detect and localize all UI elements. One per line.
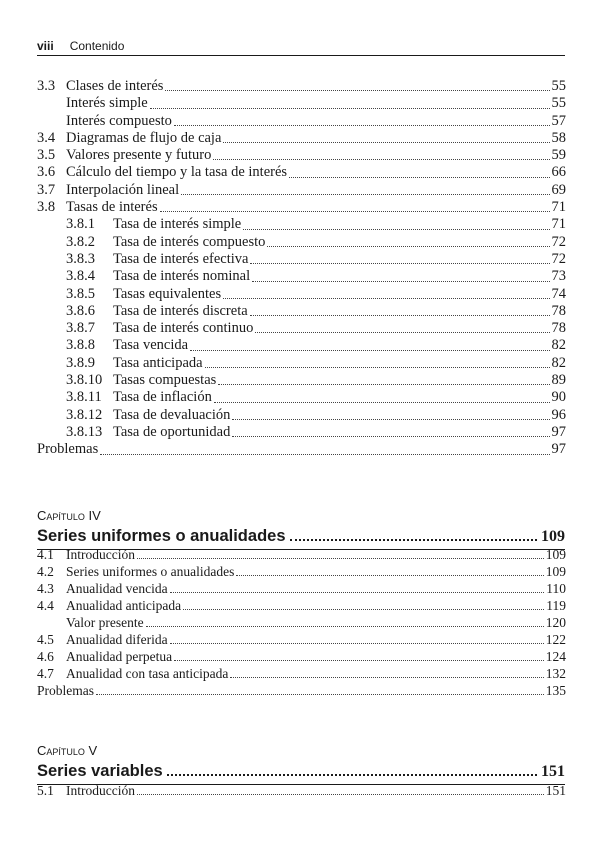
chapter-5-label: Capítulo V [37,743,98,758]
leader-dots [183,609,544,610]
toc-entry[interactable] [37,563,566,580]
page-number: viii [37,39,54,53]
toc-chapter-4 [37,546,566,699]
leader-dots [223,142,549,143]
section-number: 5.1 [37,783,54,798]
page-number: 109 [545,547,566,562]
leader-dots [250,315,550,316]
page-number: 55 [551,95,566,112]
page-number: 69 [551,181,566,198]
section-number: 3.6 [37,164,56,181]
entry-title: Anualidad perpetua [66,649,173,664]
leader-dots [236,575,543,576]
toc-entry[interactable] [37,389,566,406]
toc-entry[interactable] [37,182,566,199]
entry-title: Valores presente y futuro [66,147,212,164]
entry-title: Tasa de inflación [113,389,212,406]
toc-section-3 [37,78,566,459]
leader-dots [181,194,549,195]
toc-entry[interactable] [37,199,566,216]
chapter-4-label: Capítulo IV [37,508,101,523]
entry-title: Tasas compuestas [113,372,217,389]
section-number: 3.8.11 [66,389,102,406]
page-number: 109 [545,564,566,579]
page-number: 78 [551,302,566,319]
entry-title: Anualidad diferida [66,632,168,647]
entry-title: Cálculo del tiempo y la tasa de interés [66,164,288,181]
entry-title: Tasa de oportunidad [113,423,231,440]
leader-dots [190,350,549,351]
section-number: 3.8.2 [66,233,95,250]
section-number: 3.8.6 [66,302,95,319]
leader-dots [100,454,549,455]
section-number: 3.4 [37,129,56,146]
leader-dots [290,539,538,541]
toc-entry[interactable] [37,407,566,424]
leader-dots [230,677,543,678]
page-number: 132 [545,666,566,681]
toc-entry[interactable] [37,320,566,337]
entry-title: Introducción [66,547,135,562]
toc-entry[interactable] [37,546,566,563]
leader-dots [267,246,549,247]
section-number: 3.8.3 [66,250,95,267]
leader-dots [232,436,549,437]
page-number: 110 [546,581,566,596]
page-number: 57 [551,112,566,129]
page-number: 90 [551,389,566,406]
entry-title: Tasa de interés efectiva [113,250,249,267]
page-number: 89 [551,372,566,389]
leader-dots [213,159,549,160]
toc-entry[interactable] [37,580,566,597]
leader-dots [160,211,550,212]
toc-entry[interactable] [37,303,566,320]
chapter-page: 151 [541,763,565,780]
page-number: 82 [551,354,566,371]
entry-title: Anualidad anticipada [66,598,182,613]
entry-title: Problemas [37,441,99,458]
section-number: 3.7 [37,181,56,198]
toc-chapter-5 [37,782,566,799]
toc-entry[interactable] [37,355,566,372]
toc-entry[interactable] [37,424,566,441]
leader-dots [174,660,544,661]
section-number: 3.8.13 [66,423,103,440]
leader-dots [165,90,549,91]
page-number: 58 [551,129,566,146]
page-number: 122 [545,632,566,647]
entry-title: Problemas [37,683,94,698]
entry-title: Tasa de interés discreta [113,302,248,319]
toc-entry[interactable] [37,95,566,112]
section-number: 3.8.10 [66,372,103,389]
page-number: 72 [551,250,566,267]
page-number: 78 [551,320,566,337]
entry-title: Tasa anticipada [113,354,203,371]
section-number: 4.6 [37,649,54,664]
page-number: 59 [551,147,566,164]
toc-entry[interactable] [37,113,566,130]
entry-title: Valor presente [66,615,144,630]
toc-entry[interactable] [37,441,566,458]
toc-entry[interactable] [37,147,566,164]
toc-entry[interactable] [37,286,566,303]
toc-entry[interactable] [37,614,566,631]
section-number: 4.5 [37,632,54,647]
leader-dots [255,332,549,333]
entry-title: Diagramas de flujo de caja [66,129,222,146]
page-number: 66 [551,164,566,181]
toc-entry[interactable] [37,665,566,682]
entry-title: Series uniformes o anualidades [66,564,235,579]
toc-entry[interactable] [37,782,566,799]
toc-entry[interactable] [37,164,566,181]
leader-dots [232,419,549,420]
toc-entry[interactable] [37,682,566,699]
toc-entry[interactable] [37,631,566,648]
page-number: 97 [551,441,566,458]
chapter-page: 109 [541,528,565,545]
page-number: 74 [551,285,566,302]
leader-dots [243,229,549,230]
page-number: 55 [551,78,566,94]
entry-title: Tasas de interés [66,199,158,216]
section-number: 3.8.12 [66,406,103,423]
section-number: 3.8.5 [66,285,95,302]
leader-dots [214,402,550,403]
section-number: 3.8.9 [66,354,95,371]
leader-dots [170,592,545,593]
toc-entry[interactable] [37,130,566,147]
section-number: 3.8.4 [66,268,95,285]
entry-title: Anualidad vencida [66,581,168,596]
leader-dots [205,367,550,368]
entry-title: Interés compuesto [66,112,172,129]
entry-title: Tasa de interés nominal [113,268,251,285]
leader-dots [137,558,544,559]
entry-title: Anualidad con tasa anticipada [66,666,229,681]
toc-entry[interactable] [37,216,566,233]
toc-entry[interactable] [37,78,566,95]
entry-title: Tasas equivalentes [113,285,222,302]
entry-title: Interpolación lineal [66,181,180,198]
leader-dots [223,298,549,299]
page-number: 151 [545,783,566,798]
entry-title: Introducción [66,783,135,798]
entry-title: Interés simple [66,95,148,112]
leader-dots [289,177,549,178]
entry-title: Tasa vencida [113,337,189,354]
entry-title: Tasa de devaluación [113,406,231,423]
page-number: 73 [551,268,566,285]
section-number: 4.3 [37,581,54,596]
section-number: 3.5 [37,147,56,164]
running-title: Contenido [69,39,125,53]
leader-dots [146,626,544,627]
page-number: 119 [546,598,566,613]
leader-dots [170,643,544,644]
page-number: 124 [545,649,566,664]
leader-dots [250,263,549,264]
entry-title: Tasa de interés continuo [113,320,254,337]
leader-dots [167,774,537,776]
section-number: 3.3 [37,78,56,94]
section-number: 4.2 [37,564,54,579]
page-number: 97 [551,423,566,440]
toc-entry[interactable] [37,234,566,251]
leader-dots [174,125,550,126]
page-number: 71 [551,216,566,233]
page-number: 71 [551,199,566,216]
leader-dots [150,108,550,109]
page-number: 135 [545,683,566,698]
section-number: 4.7 [37,666,54,681]
section-number: 4.1 [37,547,54,562]
entry-title: Clases de interés [66,78,164,94]
section-number: 4.4 [37,598,54,613]
leader-dots [252,281,549,282]
page-number: 82 [551,337,566,354]
page-number: 120 [545,615,566,630]
entry-title: Tasa de interés compuesto [113,233,266,250]
toc-entry[interactable] [37,597,566,614]
toc-entry[interactable] [37,337,566,354]
page-number: 72 [551,233,566,250]
leader-dots [218,384,549,385]
toc-entry[interactable] [37,268,566,285]
leader-dots [137,794,544,795]
chapter-title-text: Series variables [37,762,163,780]
entry-title: Tasa de interés simple [113,216,242,233]
leader-dots [96,694,544,695]
section-number: 3.8.7 [66,320,95,337]
section-number: 3.8.8 [66,337,95,354]
section-number: 3.8 [37,199,56,216]
toc-entry[interactable] [37,372,566,389]
page-header [37,38,565,56]
page-number: 96 [551,406,566,423]
toc-entry[interactable] [37,648,566,665]
chapter-title-text: Series uniformes o anualidades [37,527,286,545]
toc-entry[interactable] [37,251,566,268]
section-number: 3.8.1 [66,216,95,233]
